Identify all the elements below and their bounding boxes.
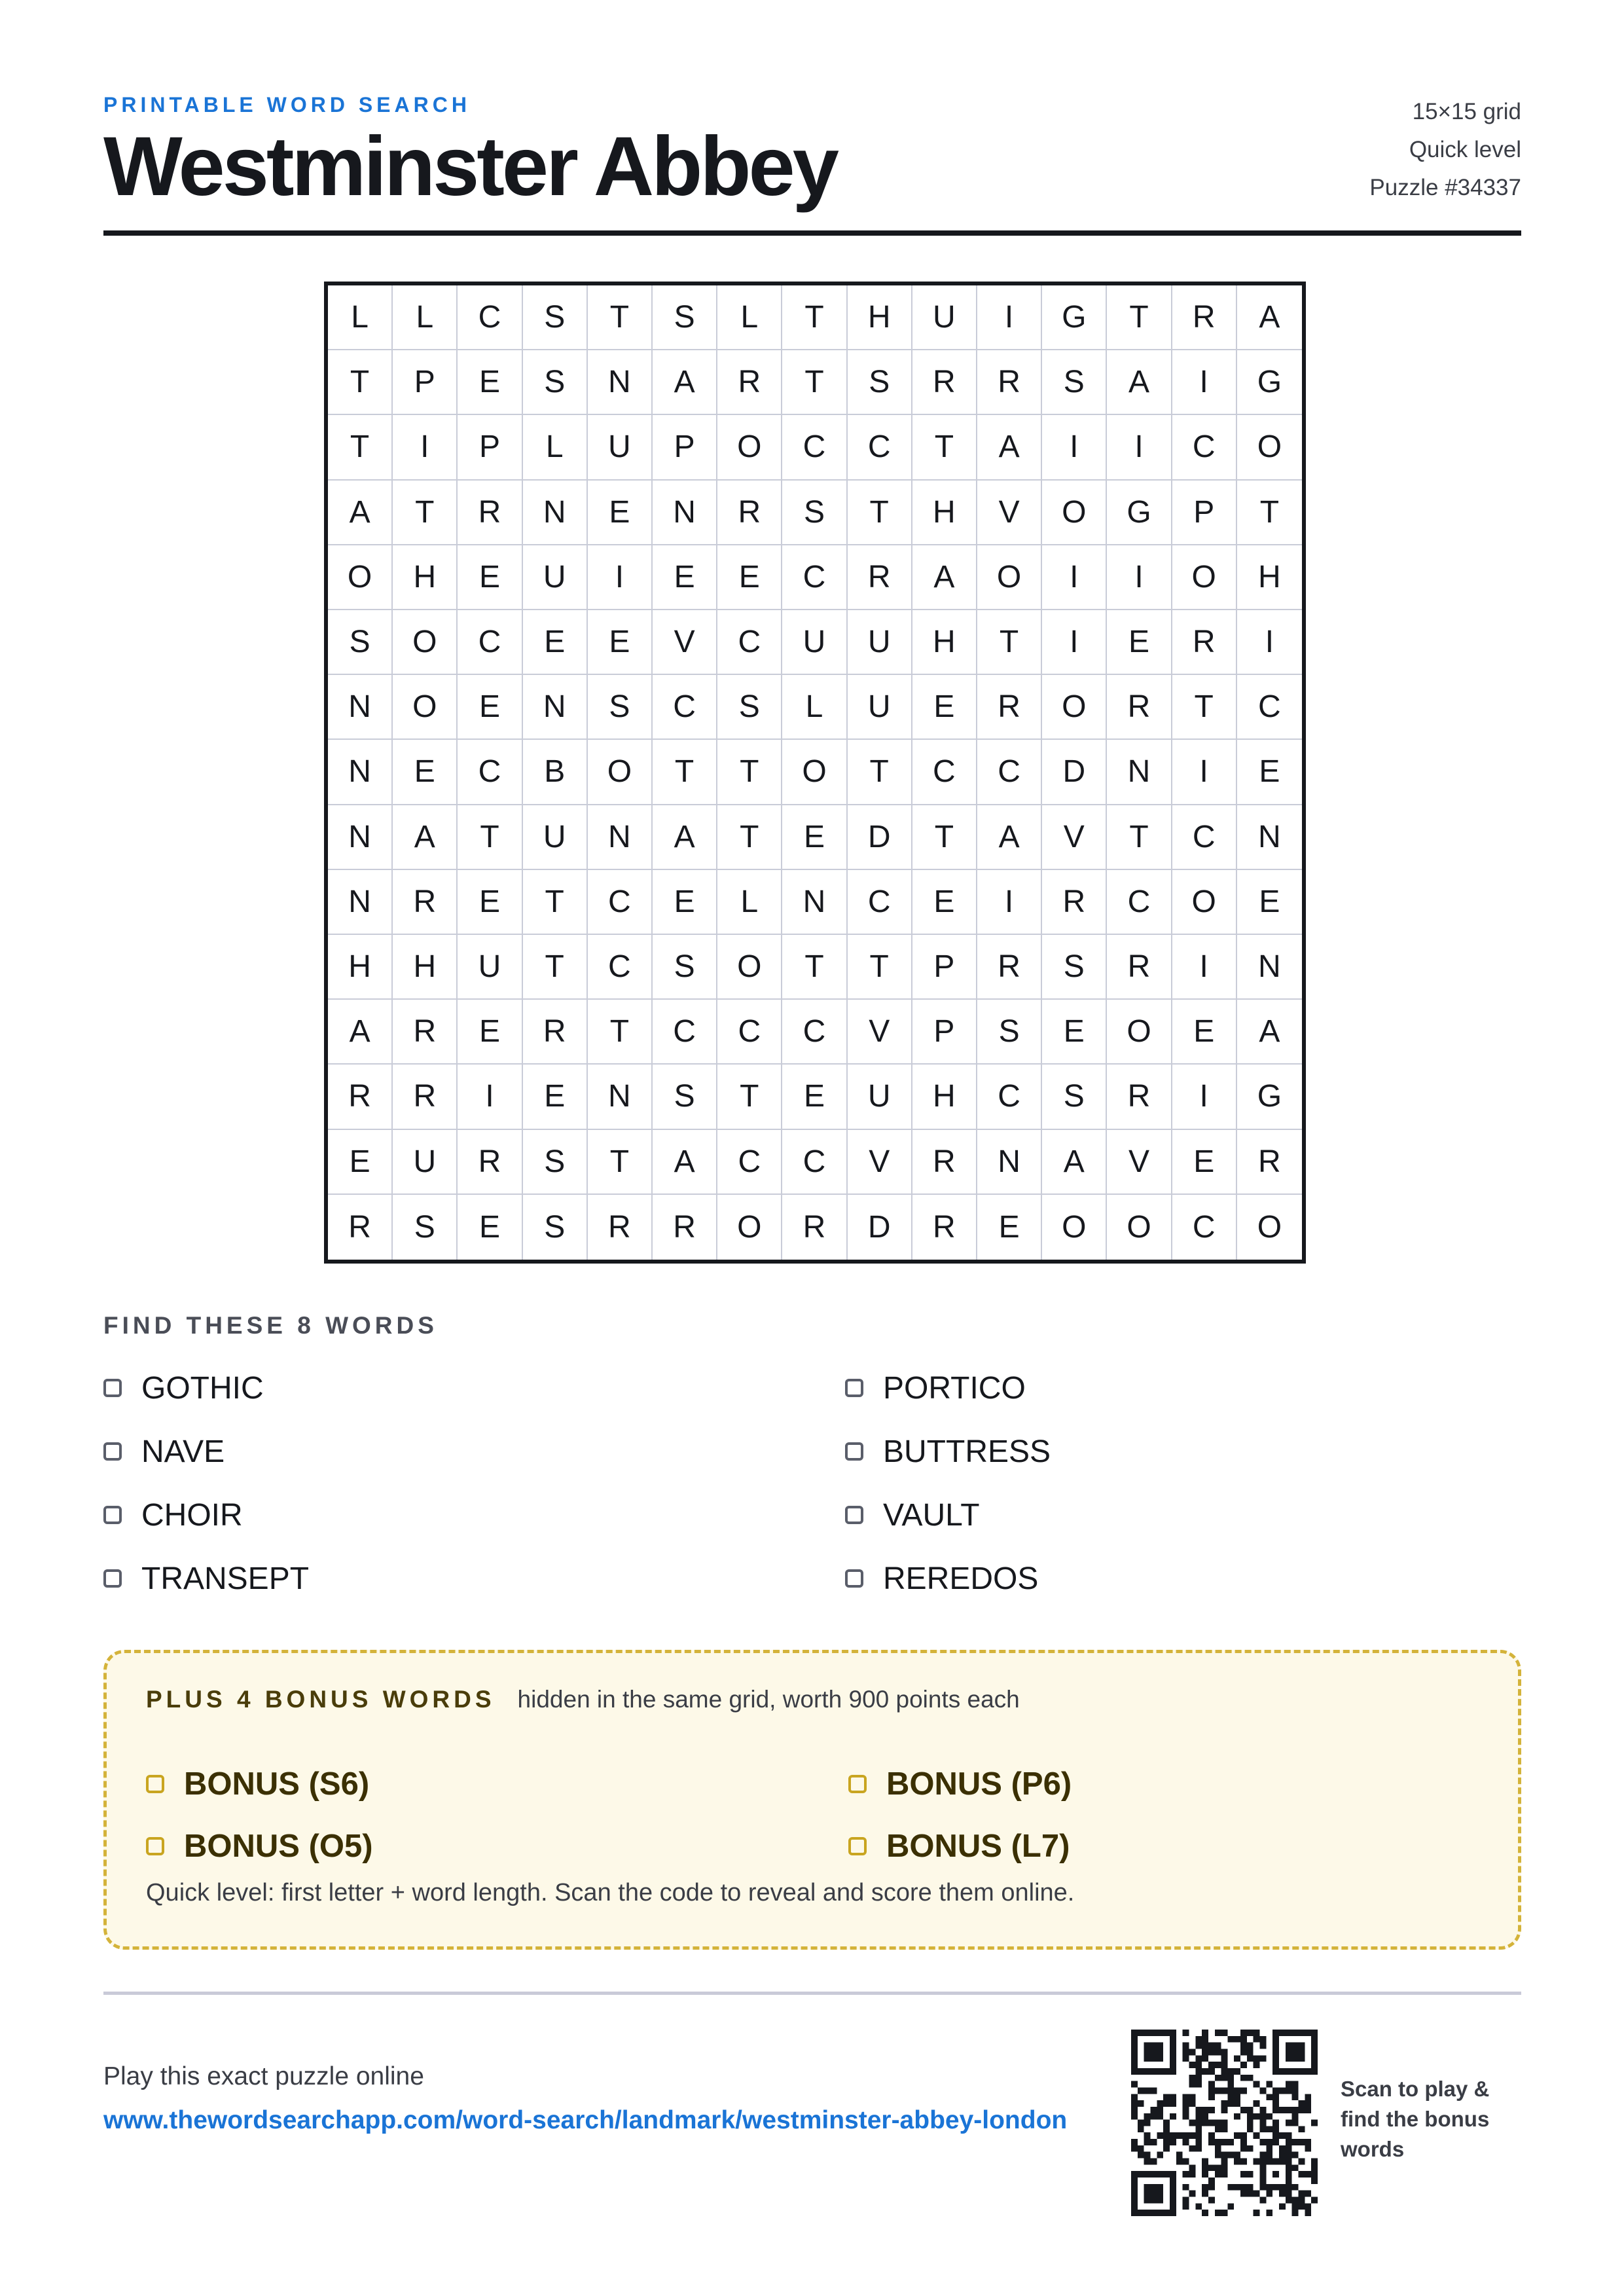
grid-cell[interactable]: P [912,935,977,1000]
grid-cell[interactable]: N [523,675,588,740]
grid-cell[interactable]: A [977,805,1042,870]
grid-cell[interactable]: N [588,1065,653,1129]
grid-cell[interactable]: C [1237,675,1302,740]
letter-grid [324,282,1306,1264]
grid-cell[interactable]: S [653,285,717,350]
grid-cell[interactable]: E [588,481,653,545]
grid-cell[interactable]: T [328,350,393,415]
grid-cell[interactable]: D [1042,740,1107,805]
grid-cell[interactable]: R [717,481,782,545]
word-label: CHOIR [141,1497,243,1533]
scan-hint: Scan to play & find the bonus words [1341,2077,1490,2161]
puzzle-page [103,0,1521,2296]
checkbox-icon[interactable] [103,1442,122,1461]
grid-cell[interactable]: S [523,1195,588,1260]
grid-cell[interactable]: P [653,415,717,480]
grid-cell[interactable]: R [1107,935,1172,1000]
grid-cell[interactable]: S [717,675,782,740]
grid-cell[interactable]: U [523,545,588,610]
grid-cell[interactable]: V [848,1130,912,1195]
grid-cell[interactable]: O [1107,1195,1172,1260]
checkbox-icon[interactable] [103,1379,122,1397]
grid-cell[interactable]: L [523,415,588,480]
word-item[interactable] [845,1432,1051,1471]
grid-cell[interactable]: H [1237,545,1302,610]
grid-cell[interactable]: E [1172,1130,1237,1195]
grid-cell[interactable]: R [653,1195,717,1260]
grid-cell[interactable]: I [977,870,1042,935]
grid-cell[interactable]: O [717,415,782,480]
grid-cell[interactable]: G [1237,350,1302,415]
grid-cell[interactable]: U [393,1130,458,1195]
grid-cell[interactable]: C [782,545,847,610]
grid-cell[interactable]: O [1237,415,1302,480]
grid-cell[interactable]: P [458,415,522,480]
grid-cell[interactable]: T [848,481,912,545]
grid-cell[interactable]: B [523,740,588,805]
grid-cell[interactable]: T [1107,805,1172,870]
bonus-title: PLUS 4 BONUS WORDS [146,1686,496,1713]
grid-cell[interactable]: T [782,285,847,350]
grid-cell[interactable]: C [1107,870,1172,935]
grid-cell[interactable]: E [782,805,847,870]
grid-cell[interactable]: R [977,935,1042,1000]
grid-cell[interactable]: A [393,805,458,870]
word-list-heading: FIND THESE 8 WORDS [103,1312,438,1339]
grid-cell[interactable]: T [458,805,522,870]
grid-cell[interactable]: O [1042,1195,1107,1260]
grid-cell[interactable]: E [1172,1000,1237,1065]
grid-cell[interactable]: E [458,1195,522,1260]
word-label: PORTICO [883,1370,1026,1406]
puzzle-id-label: Puzzle #34337 [1369,175,1521,200]
checkbox-icon[interactable] [103,1506,122,1524]
grid-cell[interactable]: N [328,675,393,740]
grid-cell[interactable]: S [848,350,912,415]
grid-cell[interactable]: L [782,675,847,740]
grid-cell[interactable]: A [328,481,393,545]
grid-cell[interactable]: L [717,285,782,350]
grid-cell[interactable]: I [1172,740,1237,805]
grid-cell[interactable]: S [653,1065,717,1129]
grid-cell[interactable]: R [328,1195,393,1260]
grid-cell[interactable]: C [782,1130,847,1195]
grid-cell[interactable]: E [1237,870,1302,935]
grid-cell[interactable]: C [717,1000,782,1065]
grid-cell[interactable]: T [653,740,717,805]
grid-cell[interactable]: R [1042,870,1107,935]
grid-cell[interactable]: I [1107,545,1172,610]
puzzle-meta [1369,93,1521,207]
grid-cell[interactable]: E [977,1195,1042,1260]
grid-cell[interactable]: S [1042,1065,1107,1129]
level-label: Quick level [1409,137,1521,162]
grid-cell[interactable]: I [1042,415,1107,480]
grid-cell[interactable]: C [912,740,977,805]
grid-cell[interactable]: C [977,740,1042,805]
bonus-heading [146,1686,1020,1713]
grid-cell[interactable]: U [782,610,847,675]
grid-cell[interactable]: D [848,1195,912,1260]
grid-cell[interactable]: E [912,870,977,935]
word-item[interactable] [845,1559,1038,1598]
grid-cell[interactable]: A [1042,1130,1107,1195]
grid-cell[interactable]: U [912,285,977,350]
grid-cell[interactable]: P [912,1000,977,1065]
grid-cell[interactable]: I [1107,415,1172,480]
grid-cell[interactable]: A [653,1130,717,1195]
grid-cell[interactable]: D [848,805,912,870]
grid-cell[interactable]: T [717,805,782,870]
grid-cell[interactable]: R [912,350,977,415]
grid-cell[interactable]: R [912,1195,977,1260]
grid-cell[interactable]: E [458,1000,522,1065]
grid-cell[interactable]: C [588,935,653,1000]
word-item[interactable] [845,1495,980,1535]
grid-cell[interactable]: E [523,1065,588,1129]
grid-cell[interactable]: L [717,870,782,935]
grid-cell[interactable]: V [977,481,1042,545]
grid-cell[interactable]: O [1042,481,1107,545]
grid-cell[interactable]: T [393,481,458,545]
bonus-word-label: BONUS (P6) [886,1766,1072,1802]
grid-cell[interactable]: E [653,545,717,610]
play-online-label: Play this exact puzzle online [103,2062,424,2090]
checkbox-icon[interactable] [845,1442,863,1461]
grid-cell[interactable]: U [523,805,588,870]
grid-cell[interactable]: N [328,870,393,935]
grid-cell[interactable]: R [393,1000,458,1065]
word-item[interactable] [103,1368,264,1408]
grid-cell[interactable]: N [328,740,393,805]
grid-cell[interactable]: T [588,1000,653,1065]
grid-cell[interactable]: T [588,285,653,350]
word-label: BUTTRESS [883,1434,1051,1469]
grid-cell[interactable]: H [848,285,912,350]
word-label: GOTHIC [141,1370,264,1406]
bonus-word-item[interactable] [146,1764,369,1804]
grid-cell[interactable]: E [653,870,717,935]
grid-cell[interactable]: N [1237,935,1302,1000]
grid-cell[interactable]: U [458,935,522,1000]
checkbox-icon[interactable] [845,1569,863,1588]
grid-cell[interactable]: V [1107,1130,1172,1195]
grid-cell[interactable]: E [458,870,522,935]
grid-cell[interactable]: A [977,415,1042,480]
grid-cell[interactable]: R [848,545,912,610]
grid-cell[interactable]: V [848,1000,912,1065]
bonus-word-label: BONUS (O5) [184,1829,373,1864]
grid-cell[interactable]: C [848,870,912,935]
grid-cell[interactable]: I [1237,610,1302,675]
grid-cell[interactable]: H [328,935,393,1000]
grid-cell[interactable]: S [782,481,847,545]
grid-cell[interactable]: T [1172,675,1237,740]
grid-cell[interactable]: N [523,481,588,545]
grid-cell[interactable]: L [393,285,458,350]
grid-cell[interactable]: N [588,805,653,870]
grid-cell[interactable]: T [782,350,847,415]
grid-cell[interactable]: H [393,935,458,1000]
header-divider [103,230,1521,236]
grid-cell[interactable]: E [1237,740,1302,805]
bonus-panel [103,1650,1521,1950]
grid-cell[interactable]: I [977,285,1042,350]
grid-cell[interactable]: H [393,545,458,610]
grid-cell[interactable]: O [782,740,847,805]
grid-cell[interactable]: A [1237,285,1302,350]
grid-cell[interactable]: I [1042,545,1107,610]
grid-cell[interactable]: C [458,285,522,350]
grid-cell[interactable]: I [1042,610,1107,675]
grid-cell[interactable]: U [588,415,653,480]
grid-cell[interactable]: O [1172,545,1237,610]
grid-cell[interactable]: A [1107,350,1172,415]
grid-cell[interactable]: C [848,415,912,480]
grid-cell[interactable]: O [328,545,393,610]
grid-cell[interactable]: C [458,610,522,675]
grid-cell[interactable]: I [1172,935,1237,1000]
grid-cell[interactable]: N [782,870,847,935]
grid-cell[interactable]: O [1257,1209,1282,1245]
grid-cell[interactable]: I [393,415,458,480]
grid-cell[interactable]: O [393,610,458,675]
grid-cell[interactable]: S [393,1195,458,1260]
checkbox-icon[interactable] [848,1775,867,1793]
grid-cell[interactable]: C [1172,805,1237,870]
grid-cell[interactable]: G [1042,285,1107,350]
grid-cell[interactable]: T [1107,285,1172,350]
grid-cell[interactable]: V [1042,805,1107,870]
word-label: REREDOS [883,1561,1039,1596]
grid-cell[interactable]: R [977,350,1042,415]
grid-cell[interactable]: O [1107,1000,1172,1065]
grid-cell[interactable]: T [1237,481,1302,545]
grid-cell[interactable]: N [653,481,717,545]
grid-cell[interactable]: R [458,481,522,545]
bonus-word-item[interactable] [848,1827,1070,1866]
bonus-word-label: BONUS (L7) [886,1829,1070,1864]
checkbox-icon[interactable] [848,1837,867,1855]
grid-cell[interactable]: A [653,350,717,415]
grid-cell[interactable]: E [912,675,977,740]
footer-divider [103,1992,1521,1995]
word-item[interactable] [845,1368,1026,1408]
grid-cell[interactable]: H [912,1065,977,1129]
grid-cell[interactable]: T [523,935,588,1000]
grid-cell[interactable]: I [1172,1065,1237,1129]
grid-cell[interactable]: T [717,1065,782,1129]
grid-cell[interactable]: U [848,610,912,675]
grid-cell[interactable]: U [848,1065,912,1129]
grid-cell[interactable]: T [848,935,912,1000]
grid-cell[interactable]: I [588,545,653,610]
grid-cell[interactable]: A [1237,1000,1302,1065]
grid-cell[interactable]: O [588,740,653,805]
grid-cell[interactable]: E [1107,610,1172,675]
grid-cell[interactable]: A [912,545,977,610]
grid-cell[interactable]: A [328,1000,393,1065]
grid-cell[interactable]: O [1172,870,1237,935]
grid-cell[interactable]: O [717,935,782,1000]
grid-cell[interactable]: R [523,1000,588,1065]
word-item[interactable] [103,1559,309,1598]
grid-cell[interactable]: R [1172,285,1237,350]
grid-cell[interactable]: C [588,870,653,935]
grid-cell[interactable]: C [717,610,782,675]
grid-cell[interactable]: E [393,740,458,805]
bonus-note: Quick level: first letter + word length. Scan the code to reveal and score them online. [146,1879,1075,1906]
grid-cell[interactable]: R [1107,675,1172,740]
bonus-word-item[interactable] [146,1827,373,1866]
grid-cell[interactable]: R [717,350,782,415]
grid-cell[interactable]: E [782,1065,847,1129]
grid-cell[interactable]: I [458,1065,522,1129]
grid-cell[interactable]: R [912,1130,977,1195]
grid-cell[interactable]: H [912,610,977,675]
grid-cell[interactable]: C [977,1065,1042,1129]
grid-cell[interactable]: T [328,415,393,480]
word-item[interactable] [103,1495,243,1535]
grid-cell[interactable]: R [393,1065,458,1129]
grid-cell[interactable]: T [912,805,977,870]
grid-cell[interactable]: R [1107,1065,1172,1129]
grid-cell[interactable]: S [977,1000,1042,1065]
checkbox-icon[interactable] [845,1506,863,1524]
grid-cell[interactable]: C [653,675,717,740]
bonus-word-item[interactable] [848,1764,1072,1804]
grid-cell[interactable]: O [393,675,458,740]
bonus-subtitle: hidden in the same grid, worth 900 points each [517,1686,1020,1713]
grid-cell[interactable]: L [328,285,393,350]
grid-cell[interactable]: N [588,350,653,415]
grid-cell[interactable]: T [588,1130,653,1195]
grid-cell[interactable]: T [912,415,977,480]
grid-cell[interactable]: T [977,610,1042,675]
grid-cell[interactable]: P [1172,481,1237,545]
checkbox-icon[interactable] [146,1837,164,1855]
grid-cell[interactable]: R [393,870,458,935]
grid-cell[interactable]: C [782,1000,847,1065]
grid-cell[interactable]: O [1042,675,1107,740]
grid-cell[interactable]: C [653,1000,717,1065]
grid-cell[interactable]: R [328,1065,393,1129]
grid-cell[interactable]: E [1042,1000,1107,1065]
grid-cell[interactable]: A [653,805,717,870]
grid-cell[interactable]: E [458,350,522,415]
grid-cell[interactable]: T [782,935,847,1000]
grid-cell[interactable]: R [588,1195,653,1260]
grid-cell[interactable]: N [977,1130,1042,1195]
grid-cell[interactable]: S [653,935,717,1000]
grid-cell[interactable]: R [1237,1130,1302,1195]
word-label: TRANSEPT [141,1561,310,1596]
grid-cell[interactable]: E [458,545,522,610]
grid-cell[interactable]: R [977,675,1042,740]
checkbox-icon[interactable] [103,1569,122,1588]
word-item[interactable] [103,1432,225,1471]
grid-cell[interactable]: S [588,675,653,740]
grid-cell[interactable]: V [653,610,717,675]
grid-size-label: 15×15 grid [1412,99,1521,124]
grid-cell[interactable]: N [328,805,393,870]
grid-cell[interactable]: G [1107,481,1172,545]
grid-cell[interactable]: N [1107,740,1172,805]
grid-cell[interactable]: G [1237,1065,1302,1129]
grid-cell[interactable]: O [977,545,1042,610]
grid-cell[interactable]: E [717,545,782,610]
grid-cell[interactable]: T [848,740,912,805]
grid-cell[interactable]: C [1172,1195,1237,1260]
grid-cell[interactable]: I [1172,350,1237,415]
grid-cell[interactable]: S [523,1130,588,1195]
checkbox-icon[interactable] [146,1775,164,1793]
grid-cell[interactable]: R [458,1130,522,1195]
grid-cell[interactable]: S [1042,350,1107,415]
grid-cell[interactable]: C [717,1130,782,1195]
grid-cell[interactable]: U [848,675,912,740]
grid-cell[interactable]: S [328,610,393,675]
grid-cell[interactable]: O [717,1195,782,1260]
grid-cell[interactable]: S [523,350,588,415]
grid-cell[interactable]: T [523,870,588,935]
grid-cell[interactable]: C [782,415,847,480]
grid-cell[interactable]: N [1237,805,1302,870]
grid-cell[interactable]: S [523,285,588,350]
grid-cell[interactable]: H [912,481,977,545]
grid-cell[interactable]: S [1042,935,1107,1000]
grid-cell[interactable]: E [328,1130,393,1195]
grid-cell[interactable]: E [458,675,522,740]
grid-cell[interactable]: T [717,740,782,805]
grid-cell[interactable]: R [782,1195,847,1260]
word-label: VAULT [883,1497,980,1533]
grid-cell[interactable]: P [393,350,458,415]
word-label: NAVE [141,1434,225,1469]
grid-cell[interactable]: E [588,610,653,675]
qr-code-icon[interactable] [1131,2030,1318,2216]
grid-cell[interactable]: R [1172,610,1237,675]
checkbox-icon[interactable] [845,1379,863,1397]
grid-cell[interactable]: C [1172,415,1237,480]
page-kicker: PRINTABLE WORD SEARCH [103,93,471,117]
page-title: Westminster Abbey [103,120,837,213]
grid-cell[interactable]: C [458,740,522,805]
bonus-word-label: BONUS (S6) [184,1766,370,1802]
puzzle-url-link[interactable]: www.thewordsearchapp.com/word-search/landmark/westminster-abbey-london [103,2106,1068,2134]
grid-cell[interactable]: E [523,610,588,675]
